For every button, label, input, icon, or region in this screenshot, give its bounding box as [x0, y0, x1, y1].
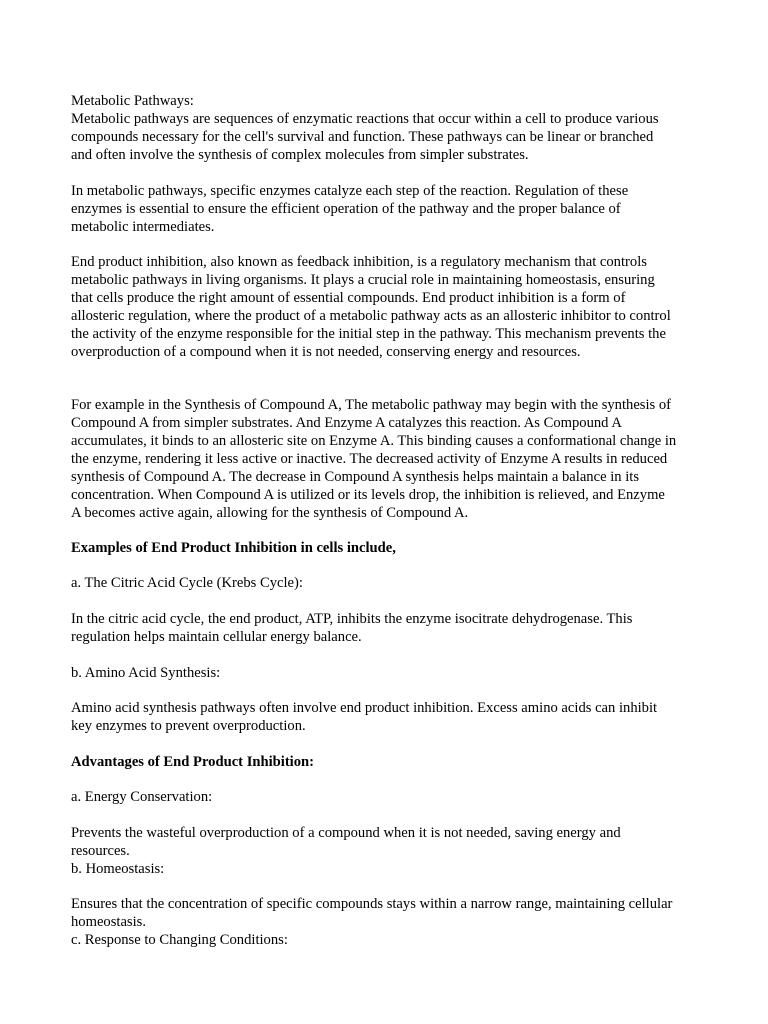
- inhibition-line-3: that cells produce the right amount of essential compounds. End product inhibition is a form of: [71, 290, 626, 306]
- example-line-2: Compound A from simpler substrates. And Enzyme A catalyzes this reaction. As Compound A: [71, 415, 622, 431]
- krebs-cycle-label: a. The Citric Acid Cycle (Krebs Cycle):: [71, 575, 303, 591]
- energy-line-2: resources.: [71, 843, 130, 859]
- inhibition-line-2: metabolic pathways in living organisms. It plays a crucial role in maintaining homeostasis, ensuring: [71, 272, 655, 288]
- krebs-line-1: In the citric acid cycle, the end product, ATP, inhibits the enzyme isocitrate dehydrogenase. This: [71, 611, 633, 627]
- enzyme-line-2: enzymes is essential to ensure the efficient operation of the pathway and the proper balance of: [71, 201, 621, 217]
- intro-line-2: compounds necessary for the cell's survival and function. These pathways can be linear or branched: [71, 129, 654, 145]
- homeostasis-label: b. Homeostasis:: [71, 861, 165, 877]
- example-line-3: accumulates, it binds to an allosteric site on Enzyme A. This binding causes a conformational change in: [71, 433, 677, 449]
- homeostasis-line-2: homeostasis.: [71, 914, 146, 930]
- response-label: c. Response to Changing Conditions:: [71, 932, 288, 948]
- amino-line-2: key enzymes to prevent overproduction.: [71, 718, 306, 734]
- energy-conservation-label: a. Energy Conservation:: [71, 789, 213, 805]
- enzyme-line-3: metabolic intermediates.: [71, 219, 215, 235]
- intro-line-3: and often involve the synthesis of complex molecules from simpler substrates.: [71, 147, 529, 163]
- krebs-line-2: regulation helps maintain cellular energy balance.: [71, 629, 362, 645]
- homeostasis-line-1: Ensures that the concentration of specific compounds stays within a narrow range, maintaining cellular: [71, 896, 673, 912]
- energy-line-1: Prevents the wasteful overproduction of a compound when it is not needed, saving energy and: [71, 825, 621, 841]
- intro-line-1: Metabolic pathways are sequences of enzymatic reactions that occur within a cell to produce various: [71, 111, 659, 127]
- example-line-4: the enzyme, rendering it less active or inactive. The decreased activity of Enzyme A results in reduced: [71, 451, 668, 467]
- inhibition-line-4: allosteric regulation, where the product of a metabolic pathway acts as an allosteric inhibitor to control: [71, 308, 671, 324]
- example-line-7: A becomes active again, allowing for the synthesis of Compound A.: [71, 505, 469, 521]
- inhibition-line-1: End product inhibition, also known as feedback inhibition, is a regulatory mechanism that controls: [71, 254, 647, 270]
- example-line-6: concentration. When Compound A is utilized or its levels drop, the inhibition is relieved, and Enzyme: [71, 487, 665, 503]
- enzyme-line-1: In metabolic pathways, specific enzymes catalyze each step of the reaction. Regulation of these: [71, 183, 629, 199]
- amino-line-1: Amino acid synthesis pathways often involve end product inhibition. Excess amino acids can inhibit: [71, 700, 658, 716]
- document-heading: Metabolic Pathways:: [71, 93, 194, 109]
- amino-acid-label: b. Amino Acid Synthesis:: [71, 665, 221, 681]
- inhibition-line-5: the activity of the enzyme responsible for the initial step in the pathway. This mechanism prevents the: [71, 326, 666, 342]
- inhibition-line-6: overproduction of a compound when it is not needed, conserving energy and resources.: [71, 344, 581, 360]
- example-line-1: For example in the Synthesis of Compound A, The metabolic pathway may begin with the synthesis of: [71, 397, 672, 413]
- examples-heading: Examples of End Product Inhibition in cells include,: [71, 540, 396, 556]
- advantages-heading: Advantages of End Product Inhibition:: [71, 754, 315, 770]
- example-line-5: synthesis of Compound A. The decrease in Compound A synthesis helps maintain a balance in its: [71, 469, 640, 485]
